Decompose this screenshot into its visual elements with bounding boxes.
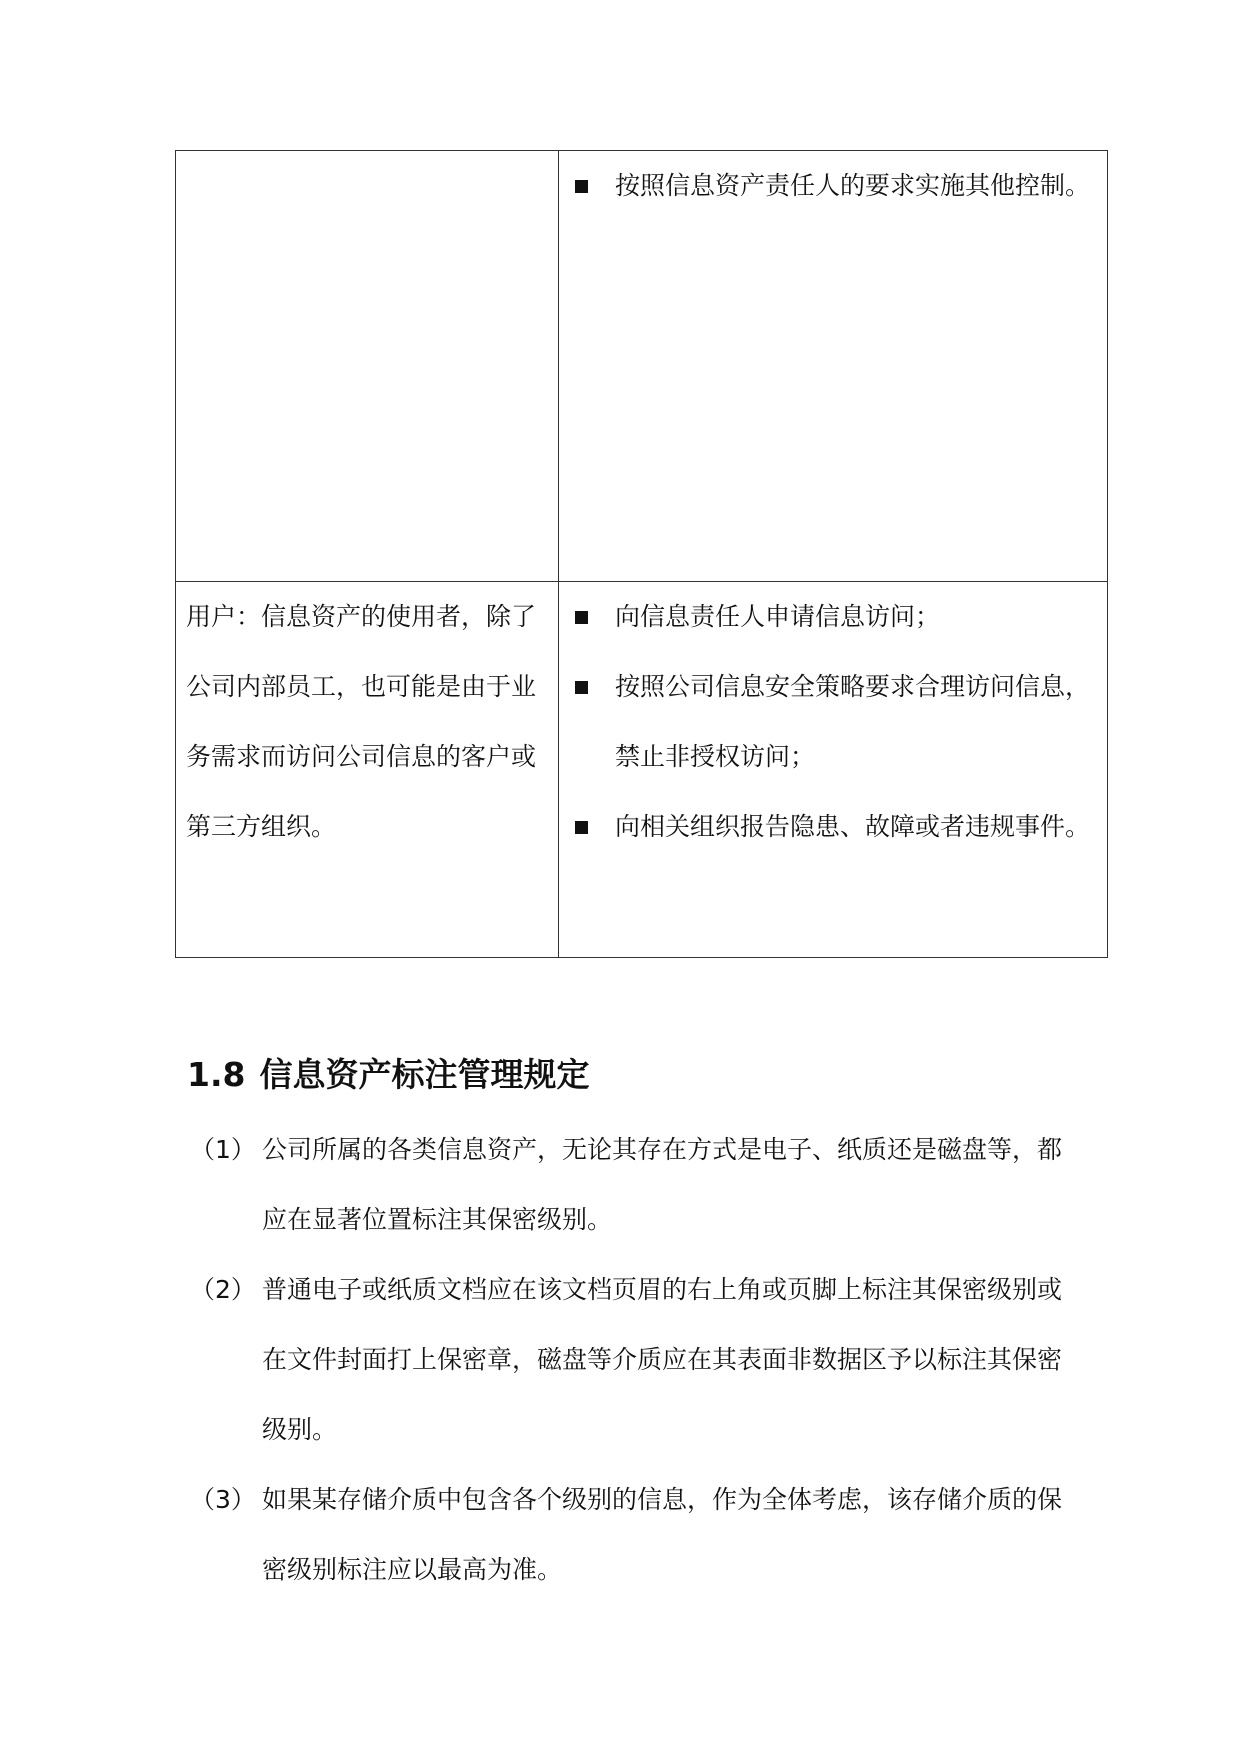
role-cell xyxy=(176,151,559,582)
duty-item xyxy=(571,582,1097,652)
clause-text: 普通电子或纸质文档应在该文档页眉的右上角或页脚上标注其保密级别或在文件封面打上保密章，磁盘等介质应在其表面非数据区予以标注其保密级别。 xyxy=(262,1275,1063,1444)
clause-number: （2） xyxy=(190,1275,256,1304)
duty-list xyxy=(571,151,1097,221)
duty-item xyxy=(571,652,1097,792)
square-bullet-icon xyxy=(575,611,588,624)
duty-text: 按照公司信息安全策略要求合理访问信息，禁止非授权访问； xyxy=(615,672,1091,771)
clause-item xyxy=(190,1115,1070,1255)
square-bullet-icon xyxy=(575,821,588,834)
clause-item xyxy=(190,1255,1070,1465)
duty-item xyxy=(571,151,1097,221)
duty-item xyxy=(571,792,1097,862)
clause-text: 公司所属的各类信息资产，无论其存在方式是电子、纸质还是磁盘等，都应在显著位置标注其保密级别。 xyxy=(262,1135,1063,1234)
table-row xyxy=(176,151,1108,582)
table-row xyxy=(176,582,1108,958)
square-bullet-icon xyxy=(575,180,588,193)
clause-number: （3） xyxy=(190,1485,256,1514)
duty-text: 向相关组织报告隐患、故障或者违规事件。 xyxy=(615,812,1091,841)
clause-item xyxy=(190,1465,1070,1605)
duty-text: 向信息责任人申请信息访问； xyxy=(615,602,941,631)
roles-responsibilities-table xyxy=(175,150,1108,958)
duty-list xyxy=(571,582,1097,862)
clause-number: （1） xyxy=(190,1135,256,1164)
section-heading xyxy=(187,1045,589,1105)
role-cell: 用户：信息资产的使用者，除了公司内部员工，也可能是由于业务需求而访问公司信息的客户或第三方组织。 xyxy=(176,582,559,958)
duties-cell xyxy=(559,151,1108,582)
section-title: 信息资产标注管理规定 xyxy=(259,1055,590,1094)
clause-list xyxy=(190,1115,1070,1605)
clause-text: 如果某存储介质中包含各个级别的信息，作为全体考虑，该存储介质的保密级别标注应以最高为准。 xyxy=(262,1485,1063,1584)
duty-text: 按照信息资产责任人的要求实施其他控制。 xyxy=(615,171,1091,200)
section-number: 1.8 xyxy=(187,1055,246,1094)
duties-cell xyxy=(559,582,1108,958)
square-bullet-icon xyxy=(575,681,588,694)
